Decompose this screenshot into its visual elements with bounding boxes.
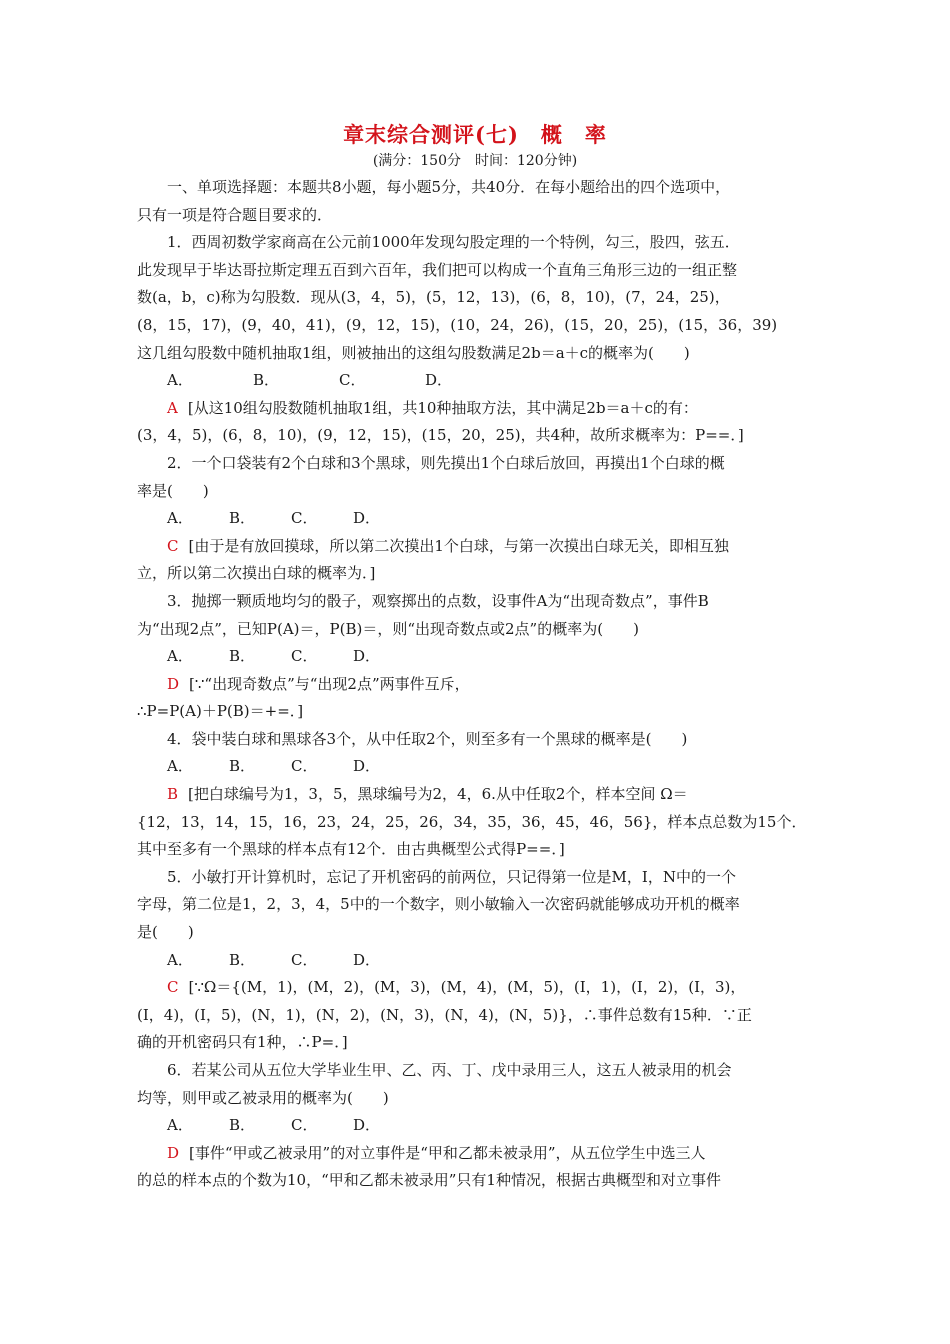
option-c: C． <box>291 509 318 528</box>
question-stem-line: (8，15，17)，(9，40，41)，(9，12，15)，(10，24，26)，(15，20，25)，(15，36，39) <box>137 315 778 334</box>
option-d: D． <box>353 1116 381 1135</box>
option-d: D． <box>353 757 381 776</box>
answer-letter: C <box>167 536 179 555</box>
option-b: B． <box>229 757 256 776</box>
answer-options <box>137 1112 813 1140</box>
option-c: C． <box>291 647 318 666</box>
option-a: A． <box>167 757 193 776</box>
solution-line <box>137 560 813 588</box>
solution-line <box>137 698 813 726</box>
page-subtitle: (满分：150分 时间：120分钟) <box>372 153 578 169</box>
question-6 <box>137 1057 813 1195</box>
option-d: D． <box>425 371 453 390</box>
solution-text: [∵“出现奇数点”与“出现2点”两事件互斥， <box>189 674 470 693</box>
solution-text: [把白球编号为1，3，5，黑球编号为2，4，6.从中任取2个，样本空间 Ω＝ <box>188 785 688 804</box>
solution-text: ∴P=P(A)＋P(B)＝+=．] <box>137 702 304 721</box>
question-4 <box>137 726 813 864</box>
section-line: 一、单项选择题：本题共8小题，每小题5分，共40分．在每小题给出的四个选项中， <box>167 178 731 196</box>
question-2 <box>137 450 813 588</box>
question-stem-line: 这几组勾股数中随机抽取1组，则被抽出的这组勾股数满足2b＝a＋c的概率为( ) <box>137 343 690 362</box>
question-list <box>137 229 813 1195</box>
question-stem-line: 3．抛掷一颗质地均匀的骰子，观察掷出的点数，设事件A为“出现奇数点”，事件B <box>167 591 709 610</box>
option-d: D． <box>353 509 381 528</box>
solution-line <box>137 836 813 864</box>
solution-line <box>137 974 813 1002</box>
solution-text: (3，4，5)，(6，8，10)，(9，12，15)，(15，20，25)，共4种，故所求概率为：P==．] <box>137 426 744 445</box>
question-stem-line: 此发现早于毕达哥拉斯定理五百到六百年，我们把可以构成一个直角三角形三边的一组正整 <box>137 260 738 279</box>
answer-letter: D <box>167 1143 180 1162</box>
question-stem-line: 6．若某公司从五位大学毕业生甲、乙、丙、丁、戊中录用三人，这五人被录用的机会 <box>167 1061 732 1079</box>
question-stem-line: 字母，第二位是1，2，3，4，5中的一个数字，则小敏输入一次密码就能够成功开机的概率 <box>137 895 740 914</box>
solution-line <box>137 1029 813 1057</box>
solution-text: 的总的样本点的个数为10，“甲和乙都未被录用”只有1种情况，根据古典概型和对立事件 <box>137 1171 721 1190</box>
solution-line <box>137 1002 813 1030</box>
section-heading <box>137 174 813 229</box>
solution-text: 确的开机密码只有1种，∴P=．] <box>137 1033 348 1052</box>
solution-line <box>137 422 813 450</box>
option-b: B． <box>229 509 256 528</box>
option-b: B． <box>229 950 256 969</box>
question-stem-line: 1．西周初数学家商高在公元前1000年发现勾股定理的一个特例，勾三，股四，弦五． <box>167 233 740 252</box>
section-line: 只有一项是符合题目要求的． <box>137 205 333 224</box>
solution-line <box>137 395 813 423</box>
solution-line <box>137 1167 813 1195</box>
solution-text: [事件“甲或乙被录用”的对立事件是“甲和乙都未被录用”，从五位学生中选三人 <box>189 1143 706 1162</box>
solution-text: {12，13，14，15，16，23，24，25，26，34，35，36，45，46，56}，样本点总数为15个． <box>137 812 807 831</box>
option-b: B． <box>229 1116 256 1135</box>
answer-options <box>137 753 813 781</box>
question-1 <box>137 229 813 450</box>
option-c: C． <box>291 950 318 969</box>
question-5 <box>137 864 813 1057</box>
solution-text: [由于是有放回摸球，所以第二次摸出1个白球，与第一次摸出白球无关，即相互独 <box>188 536 729 555</box>
option-a: A． <box>167 509 193 528</box>
question-3 <box>137 588 813 726</box>
option-d: D． <box>353 950 381 969</box>
answer-options <box>137 947 813 975</box>
answer-letter: D <box>167 674 180 693</box>
option-b: B． <box>229 647 256 666</box>
answer-options <box>137 643 813 671</box>
option-a: A． <box>167 1116 193 1135</box>
option-b: B． <box>253 371 280 390</box>
question-stem-line: 数(a，b，c)称为勾股数．现从(3，4，5)，(5，12，13)，(6，8，10)，(7，24，25)， <box>137 288 730 307</box>
answer-options <box>137 505 813 533</box>
question-stem-line: 均等，则甲或乙被录用的概率为( ) <box>137 1088 389 1107</box>
question-stem-line: 率是( ) <box>137 481 209 500</box>
option-c: C． <box>291 757 318 776</box>
option-d: D． <box>353 647 381 666</box>
solution-line <box>137 671 813 699</box>
solution-text: [从这10组勾股数随机抽取1组，共10种抽取方法，其中满足2b＝a＋c的有： <box>187 398 698 417</box>
question-stem-line: 5．小敏打开计算机时，忘记了开机密码的前两位，只记得第一位是M，I，N中的一个 <box>167 867 736 886</box>
answer-letter: C <box>167 978 179 997</box>
solution-text: [∵Ω＝{(M，1)，(M，2)，(M，3)，(M，4)，(M，5)，(I，1)，(I，2)，(I，3)， <box>188 978 746 997</box>
solution-text: 立，所以第二次摸出白球的概率为．] <box>137 564 376 583</box>
solution-line <box>137 809 813 837</box>
page-title: 章末综合测评(七) 概 率 <box>343 122 607 147</box>
solution-line <box>137 533 813 561</box>
answer-letter: B <box>167 785 179 804</box>
option-a: A． <box>167 647 193 666</box>
answer-options <box>137 367 813 395</box>
option-c: C． <box>291 1116 318 1135</box>
question-stem-line: 4．袋中装白球和黑球各3个，从中任取2个，则至多有一个黑球的概率是( ) <box>167 729 688 748</box>
question-stem-line: 为“出现2点”，已知P(A)＝，P(B)＝，则“出现奇数点或2点”的概率为( ) <box>137 619 639 638</box>
solution-line <box>137 781 813 809</box>
option-c: C． <box>339 371 366 390</box>
option-a: A． <box>167 371 193 390</box>
solution-line <box>137 1140 813 1168</box>
document-body <box>137 120 813 1195</box>
solution-text: (I，4)，(I，5)，(N，1)，(N，2)，(N，3)，(N，4)，(N，5)}，∴事件总数有15种．∵正 <box>137 1005 752 1024</box>
question-stem-line: 2．一个口袋装有2个白球和3个黑球，则先摸出1个白球后放回，再摸出1个白球的概 <box>167 453 725 472</box>
solution-text: 其中至多有一个黑球的样本点有12个．由古典概型公式得P==．] <box>137 840 565 859</box>
answer-letter: A <box>167 398 178 417</box>
question-stem-line: 是( ) <box>137 923 194 942</box>
option-a: A． <box>167 950 193 969</box>
